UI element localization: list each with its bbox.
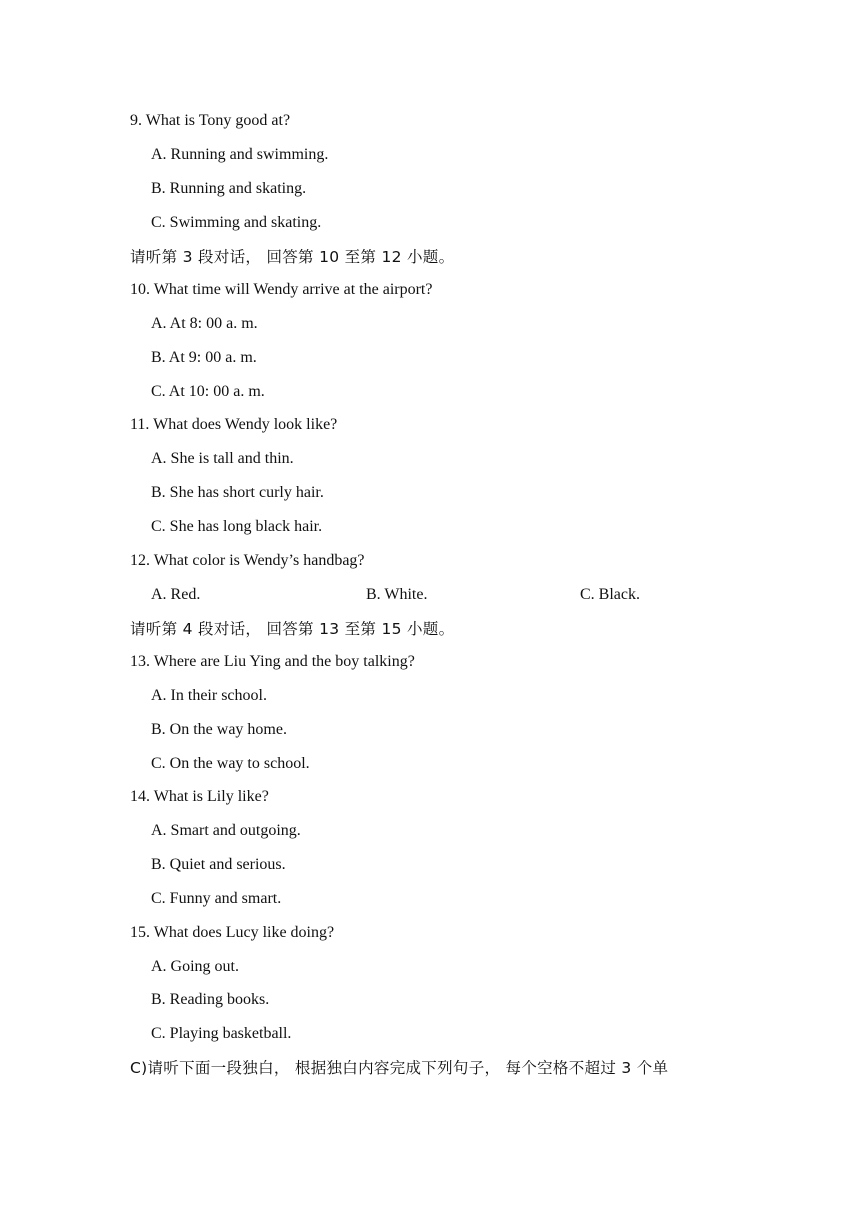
option-13c: C. On the way to school. xyxy=(151,755,310,772)
section-3-instruction: 请听第 3 段对话， 回答第 10 至第 12 小题。 xyxy=(130,248,455,266)
section-c-instruction: C)请听下面一段独白， 根据独白内容完成下列句子， 每个空格不超过 3 个单 xyxy=(130,1059,669,1077)
option-13b: B. On the way home. xyxy=(151,721,287,738)
question-11: 11. What does Wendy look like? xyxy=(130,416,338,433)
option-12c: C. Black. xyxy=(580,586,640,603)
option-10b: B. At 9: 00 a. m. xyxy=(151,349,257,366)
option-10c: C. At 10: 00 a. m. xyxy=(151,383,265,400)
option-15b: B. Reading books. xyxy=(151,991,270,1008)
option-9a: A. Running and swimming. xyxy=(151,146,329,163)
option-13a: A. In their school. xyxy=(151,687,267,704)
option-9c: C. Swimming and skating. xyxy=(151,214,322,231)
question-10: 10. What time will Wendy arrive at the airport? xyxy=(130,281,433,298)
question-13: 13. Where are Liu Ying and the boy talking? xyxy=(130,653,415,670)
question-12: 12. What color is Wendy’s handbag? xyxy=(130,552,365,569)
option-12a: A. Red. xyxy=(151,586,201,603)
option-9b: B. Running and skating. xyxy=(151,180,307,197)
option-15a: A. Going out. xyxy=(151,958,239,975)
option-12b: B. White. xyxy=(366,586,428,603)
option-11b: B. She has short curly hair. xyxy=(151,484,324,501)
option-14c: C. Funny and smart. xyxy=(151,890,282,907)
option-14a: A. Smart and outgoing. xyxy=(151,822,301,839)
question-9: 9. What is Tony good at? xyxy=(130,112,291,129)
option-10a: A. At 8: 00 a. m. xyxy=(151,315,258,332)
option-14b: B. Quiet and serious. xyxy=(151,856,286,873)
options-row-12 xyxy=(151,578,751,612)
option-11c: C. She has long black hair. xyxy=(151,518,323,535)
section-4-instruction: 请听第 4 段对话， 回答第 13 至第 15 小题。 xyxy=(130,620,455,638)
question-15: 15. What does Lucy like doing? xyxy=(130,924,335,941)
option-15c: C. Playing basketball. xyxy=(151,1025,292,1042)
question-14: 14. What is Lily like? xyxy=(130,788,269,805)
option-11a: A. She is tall and thin. xyxy=(151,450,294,467)
